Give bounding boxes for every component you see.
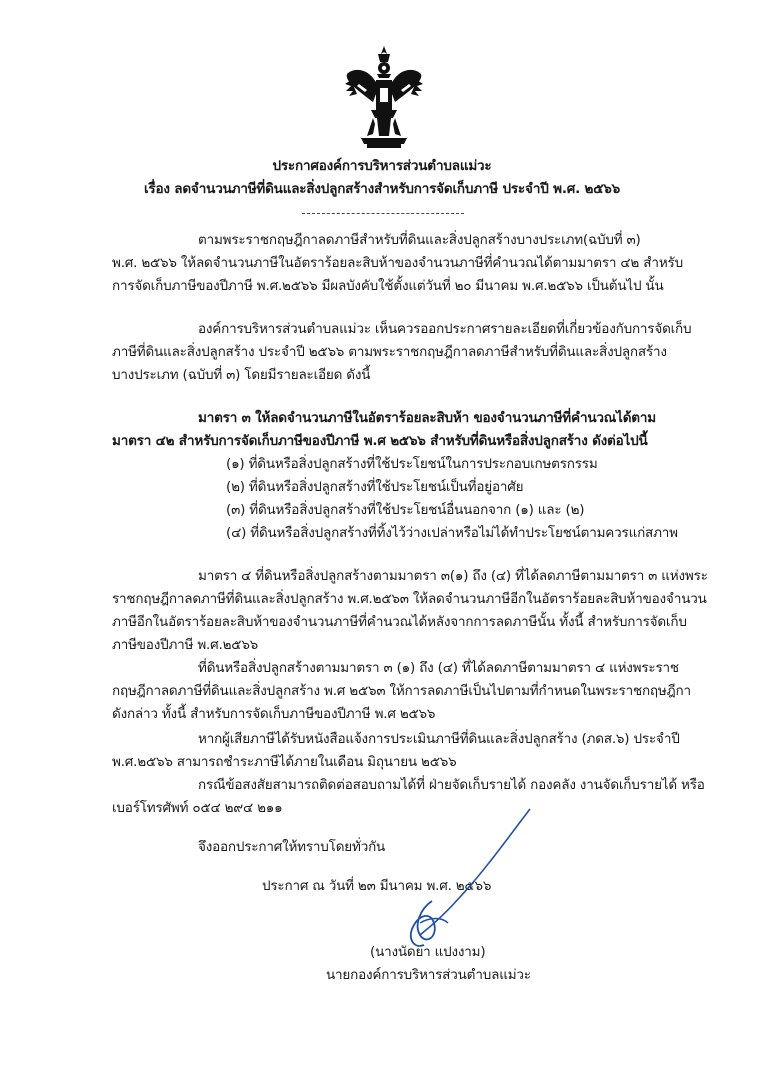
- handwritten-signature-icon: [390, 805, 540, 955]
- section4-line1: มาตรา ๔ ที่ดินหรือสิ่งปลูกสร้างตามมาตรา ๓(๑) ถึง (๔) ที่ได้ลดภาษีตามมาตรา ๓ แห่งพระ: [198, 568, 708, 584]
- para1-line2: พ.ศ. ๒๕๖๖ ให้ลดจำนวนภาษีในอัตราร้อยละสิบห้าของจำนวนภาษีที่คำนวณได้ตามมาตรา ๔๒ สำหรับ: [112, 255, 683, 271]
- list-item: (๒) ที่ดินหรือสิ่งปลูกสร้างที่ใช้ประโยชน์เป็นที่อยู่อาศัย: [226, 479, 524, 495]
- para5-line1: ที่ดินหรือสิ่งปลูกสร้างตามมาตรา ๓ (๑) ถึง (๔) ที่ได้ลดภาษีตามมาตรา ๔ แห่งพระราช: [198, 660, 679, 676]
- para1-line3: การจัดเก็บภาษีของปีภาษี พ.ศ.๒๕๖๖ มีผลบังคับใช้ตั้งแต่วันที่ ๒๐ มีนาคม พ.ศ.๒๕๖๖ เป็นต้นไป นั้น: [112, 278, 664, 294]
- list-item: (๔) ที่ดินหรือสิ่งปลูกสร้างที่ทิ้งไว้ว่างเปล่าหรือไม่ได้ทำประโยชน์ตามควรแก่สภาพ: [226, 525, 678, 541]
- para5-line2: กฤษฎีกาลดภาษีที่ดินและสิ่งปลูกสร้าง พ.ศ ๒๕๖๓ ให้การลดภาษีเป็นไปตามที่กำหนดในพระราชกฤษฎีกา: [112, 683, 691, 699]
- para5-line3: ดังกล่าว ทั้งนี้ สำหรับการจัดเก็บภาษีของปีภาษี พ.ศ ๒๕๖๖: [112, 706, 436, 722]
- signatory-position: นายกองค์การบริหารส่วนตำบลแม่วะ: [326, 967, 531, 983]
- signatory-name: (นางนัดยา แปงงาม): [370, 944, 486, 960]
- list-item: (๑) ที่ดินหรือสิ่งปลูกสร้างที่ใช้ประโยชน์ในการประกอบเกษตรกรรม: [226, 456, 598, 472]
- section3-line2: มาตรา ๔๒ สำหรับการจัดเก็บภาษีของปีภาษี พ.ศ ๒๕๖๖ สำหรับที่ดินหรือสิ่งปลูกสร้าง ดังต่อไปนี้: [112, 433, 648, 449]
- announce-date: ประกาศ ณ วันที่ ๒๓ มีนาคม พ.ศ. ๒๕๖๖: [262, 878, 492, 894]
- para7-line1: กรณีข้อสงสัยสามารถติดต่อสอบถามได้ที่ ฝ่ายจัดเก็บรายได้ กองคลัง งานจัดเก็บรายได้ หรือ: [198, 777, 705, 793]
- closing-text: จึงออกประกาศให้ทราบโดยทั่วกัน: [198, 839, 386, 855]
- para2-line2: ภาษีที่ดินและสิ่งปลูกสร้าง ประจำปี ๒๕๖๖ ตามพระราชกฤษฎีกาลดภาษีสำหรับที่ดินและสิ่งปลูกสร้าง: [112, 344, 667, 360]
- list-item: (๓) ที่ดินหรือสิ่งปลูกสร้างที่ใช้ประโยชน์อื่นนอกจาก (๑) และ (๒): [226, 502, 585, 518]
- section4-line3: ภาษีอีกในอัตราร้อยละสิบห้าของจำนวนภาษีที่คำนวณได้หลังจากการลดภาษีนั้น ทั้งนี้ สำหรับการจัดเก็บ: [112, 614, 687, 630]
- section4-line4: ภาษีของปีภาษี พ.ศ.๒๕๖๖: [112, 637, 259, 653]
- para7-line2: เบอร์โทรศัพท์ ๐๕๔ ๒๙๔ ๒๑๑: [112, 800, 283, 816]
- para6-line1: หากผู้เสียภาษีได้รับหนังสือแจ้งการประเมินภาษีที่ดินและสิ่งปลูกสร้าง (ภดส.๖) ประจำปี: [198, 731, 680, 747]
- section3-line1: มาตรา ๓ ให้ลดจำนวนภาษีในอัตราร้อยละสิบห้า ของจำนวนภาษีที่คำนวณได้ตาม: [198, 410, 656, 426]
- para2-line1: องค์การบริหารส่วนตำบลแม่วะ เห็นควรออกประกาศรายละเอียดที่เกี่ยวข้องกับการจัดเก็บ: [198, 321, 692, 337]
- para2-line3: บางประเภท (ฉบับที่ ๓) โดยมีรายละเอียด ดังนี้: [112, 367, 371, 383]
- garuda-emblem-icon: [343, 44, 425, 150]
- header-divider: [302, 213, 464, 214]
- announcement-title: ประกาศองค์การบริหารส่วนตำบลแม่วะ: [272, 158, 492, 174]
- announcement-subject: เรื่อง ลดจำนวนภาษีที่ดินและสิ่งปลูกสร้างสำหรับการจัดเก็บภาษี ประจำปี พ.ศ. ๒๕๖๖: [143, 181, 620, 197]
- para6-line2: พ.ศ.๒๕๖๖ สามารถชำระภาษีได้ภายในเดือน มิถุนายน ๒๕๖๖: [112, 754, 457, 770]
- section4-line2: ราชกฤษฎีกาลดภาษีที่ดินและสิ่งปลูกสร้าง พ.ศ.๒๕๖๓ ให้ลดจำนวนภาษีอีกในอัตราร้อยละสิบห้าของจำนวน: [112, 591, 707, 607]
- para1-line1: ตามพระราชกฤษฎีกาลดภาษีสำหรับที่ดินและสิ่งปลูกสร้างบางประเภท(ฉบับที่ ๓): [198, 232, 641, 248]
